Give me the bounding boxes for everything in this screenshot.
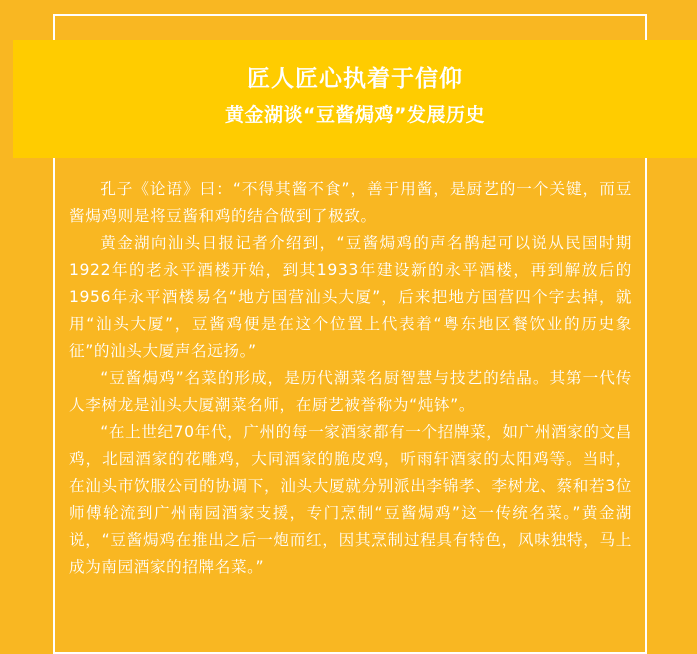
paragraph-3: “豆酱焗鸡”名菜的形成，是历代潮菜名厨智慧与技艺的结晶。其第一代传人李树龙是汕头大厦潮菜名师，在厨艺被誉称为“炖钵”。	[69, 369, 632, 414]
page-title: 匠人匠心执着于信仰	[247, 66, 463, 92]
title-banner	[13, 40, 697, 158]
paragraph-1: 孔子《论语》曰：“不得其酱不食”，善于用酱，是厨艺的一个关键，而豆酱焗鸡则是将豆酱和鸡的结合做到了极致。	[69, 180, 632, 225]
paragraph-2: 黄金湖向汕头日报记者介绍到，“豆酱焗鸡的声名鹊起可以说从民国时期1922年的老永平酒楼开始，到其1933年建设新的永平酒楼，再到解放后的1956年永平酒楼易名“地方国营汕头大厦”，后来把地方国营四个字去掉，就用“汕头大厦”，豆酱鸡便是在这个位置上代表着“粤东地区餐饮业的历史象征”的汕头大厦声名远扬。”	[69, 234, 632, 360]
article-body	[69, 176, 632, 581]
paragraph-4: “在上世纪70年代，广州的每一家酒家都有一个招牌菜，如广州酒家的文昌鸡，北园酒家的花雕鸡，大同酒家的脆皮鸡，听雨轩酒家的太阳鸡等。当时，在汕头市饮服公司的协调下，汕头大厦就分别派出李锦孝、李树龙、蔡和若3位师傅轮流到广州南园酒家支援，专门烹制“豆酱焗鸡”这一传统名菜。”黄金湖说，“豆酱焗鸡在推出之后一炮而红，因其烹制过程具有特色，风味独特，马上成为南园酒家的招牌名菜。”	[69, 423, 632, 576]
page-subtitle: 黄金湖谈“豆酱焗鸡”发展历史	[225, 104, 485, 126]
